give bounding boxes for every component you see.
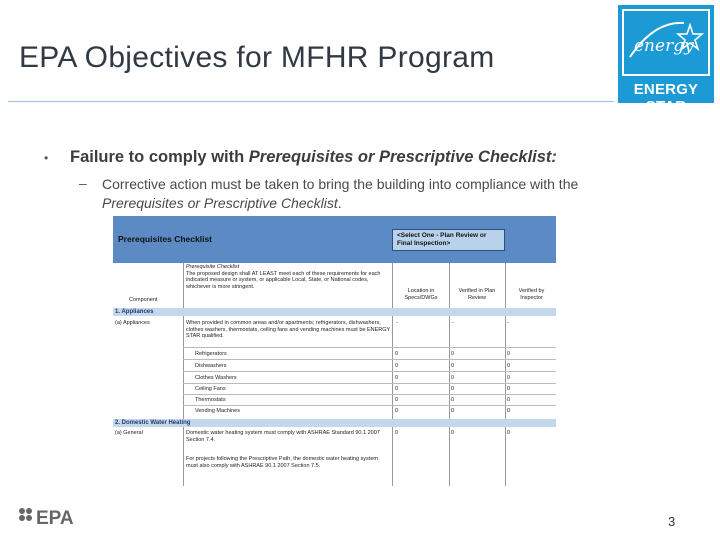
checklist-screenshot xyxy=(113,216,556,486)
item-value: 0 xyxy=(507,397,511,403)
row-divider xyxy=(183,383,556,384)
page-number: 3 xyxy=(668,514,676,529)
requirement-intro xyxy=(186,264,391,290)
section-appliances: 1. Appliances xyxy=(113,308,556,316)
item-name: Vending Machines xyxy=(195,408,240,414)
epa-leaf-icon xyxy=(19,508,32,521)
item-value: 0 xyxy=(507,351,511,357)
sub-tail: . xyxy=(337,195,342,211)
item-value: 0 xyxy=(395,386,399,392)
sub-bullet-text xyxy=(102,175,662,213)
item-name: Ceiling Fans xyxy=(195,386,226,392)
item-value: 0 xyxy=(395,397,399,403)
row-divider xyxy=(183,405,556,406)
logo-script-text: energy xyxy=(634,36,694,56)
sub-emphasis: Prerequisites or Prescriptive Checklist xyxy=(102,195,338,211)
bullet-text xyxy=(70,148,557,167)
requirement-text: The proposed design shall AT LEAST meet each of these requirements for each indicated measure or system, or applicable Local, State, or National codes, whichever is more stringent. xyxy=(186,270,381,290)
item-value: 0 xyxy=(451,351,455,357)
item-value: 0 xyxy=(507,408,511,414)
item-value: 0 xyxy=(395,363,399,369)
item-value: 0 xyxy=(395,408,399,414)
column-header-component: Component xyxy=(129,297,158,303)
column-divider xyxy=(183,263,184,486)
item-value: 0 xyxy=(507,375,511,381)
item-value: 0 xyxy=(451,397,455,403)
water-heating-prescriptive: For projects following the Prescriptive Path, the domestic water heating system must also comply with ASHRAE 90.1 2007 Section 7.5. xyxy=(186,456,378,469)
water-heating-mark: 0 xyxy=(395,430,399,436)
water-heating-description: Domestic water heating system must comply with ASHRAE Standard 90.1 2007 Section 7.4. xyxy=(186,430,380,443)
item-value: 0 xyxy=(451,386,455,392)
sub-bullet-marker: – xyxy=(79,175,87,191)
item-name: Refrigerators xyxy=(195,351,227,357)
appliances-mark: - xyxy=(396,320,398,326)
bullet-emphasis: Prerequisites or Prescriptive Checklist: xyxy=(248,148,557,166)
item-name: Thermostats xyxy=(195,397,226,403)
epa-logo xyxy=(16,505,82,527)
item-value: 0 xyxy=(451,375,455,381)
item-value: 0 xyxy=(451,363,455,369)
energy-star-label: ENERGY STAR xyxy=(633,81,699,115)
column-divider xyxy=(505,263,506,486)
epa-label: EPA xyxy=(36,508,74,527)
energy-star-mark-icon xyxy=(624,13,708,75)
item-value: 0 xyxy=(395,375,399,381)
row-divider xyxy=(183,359,556,360)
sub-lead: Corrective action must be taken to bring the building into compliance with the xyxy=(102,176,579,192)
page-title: EPA Objectives for MFHR Program xyxy=(19,41,495,74)
appliances-mark: - xyxy=(452,320,454,326)
energy-star-logo xyxy=(618,5,714,115)
water-heating-mark: 0 xyxy=(451,430,455,436)
row-divider xyxy=(183,394,556,395)
bullet-lead: Failure to comply with xyxy=(70,148,249,166)
component-appliances: (a) Appliances xyxy=(115,320,150,326)
section-water-heating: 2. Domestic Water Heating xyxy=(113,419,556,427)
column-header-location: Location in Specs/DWGs xyxy=(404,288,438,301)
review-type-select[interactable]: <Select One - Plan Review or Final Inspection> xyxy=(392,229,505,251)
checklist-title: Prerequisites Checklist xyxy=(118,234,213,244)
water-heating-mark: 0 xyxy=(507,430,511,436)
column-header-verified-inspector: Verified by Inspector xyxy=(518,288,545,301)
column-header-verified-plan: Verified in Plan Review xyxy=(458,288,496,301)
column-divider xyxy=(449,263,450,486)
requirement-heading: Prerequisite Checklist xyxy=(186,264,240,270)
item-value: 0 xyxy=(507,363,511,369)
row-divider xyxy=(183,347,556,348)
title-divider xyxy=(8,101,614,102)
column-divider xyxy=(392,263,393,486)
item-value: 0 xyxy=(395,351,399,357)
item-name: Dishwashers xyxy=(195,363,227,369)
bullet-marker: • xyxy=(44,151,49,165)
component-general: (a) General xyxy=(115,430,143,436)
item-name: Clothes Washers xyxy=(195,375,237,381)
item-value: 0 xyxy=(451,408,455,414)
appliances-description: When provided in common areas and/or apartments; refrigerators, dishwashers, clothes washers, thermostats, ceiling fans and vending machines must be ENERGY STAR qualified. xyxy=(186,320,391,340)
appliances-mark: - xyxy=(507,320,509,326)
item-value: 0 xyxy=(507,386,511,392)
row-divider xyxy=(183,371,556,372)
